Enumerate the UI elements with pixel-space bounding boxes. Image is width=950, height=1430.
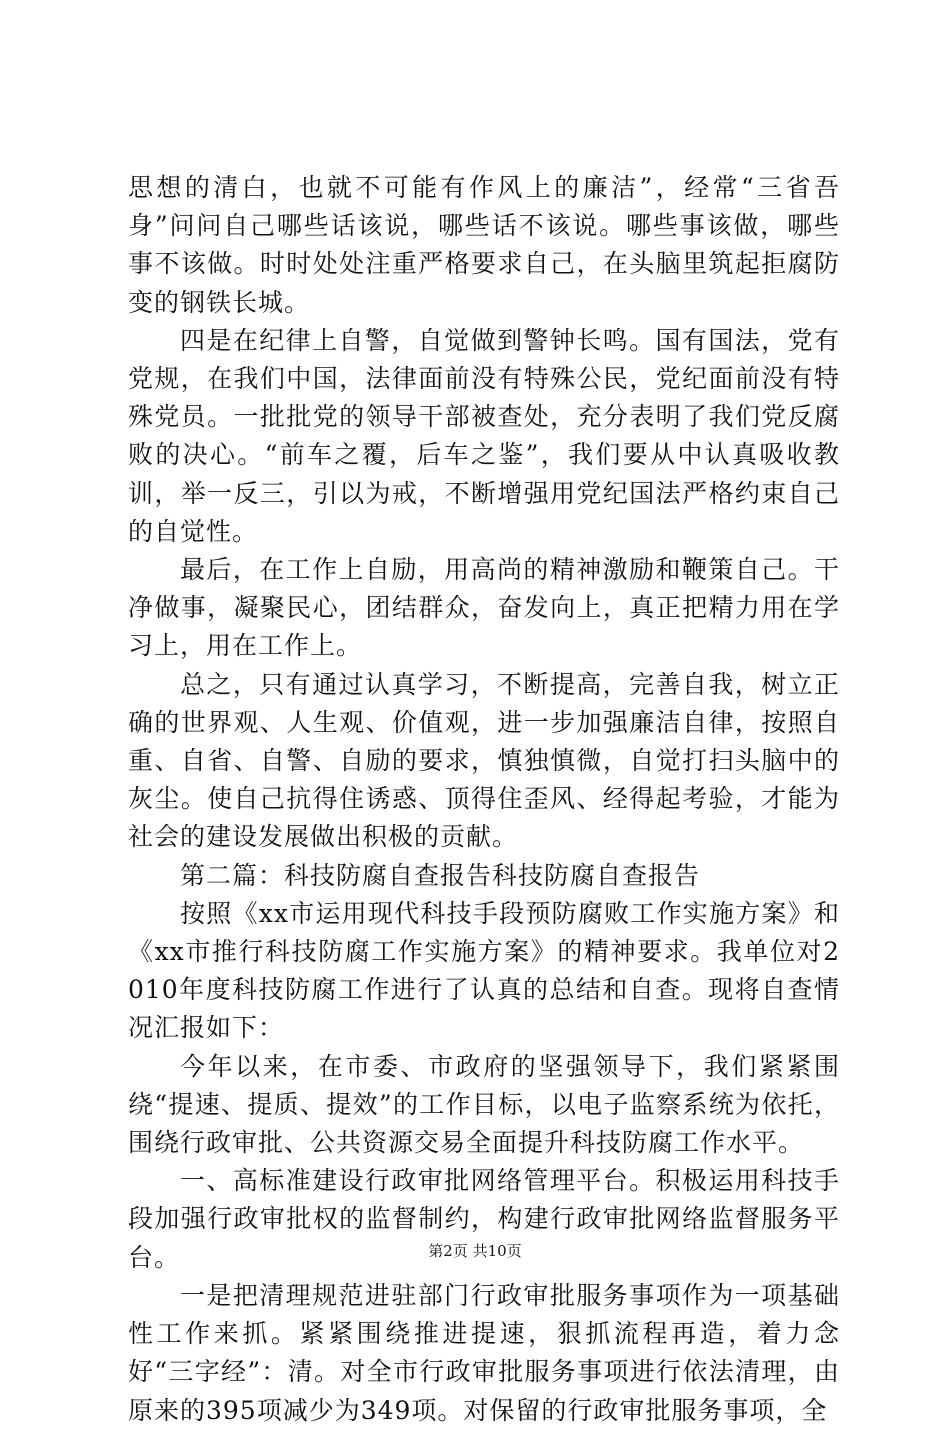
section-heading: 第二篇：科技防腐自查报告科技防腐自查报告 — [180, 860, 701, 890]
paragraph: 一、高标准建设行政审批网络管理平台。积极运用科技手段加强行政审批权的监督制约，构建行政审批网络监督服务平台。 — [128, 1166, 840, 1272]
paragraph: 一是把清理规范进驻部门行政审批服务事项作为一项基础性工作来抓。紧紧围绕推进提速，狠抓流程再造，着力念好“三字经”：清。对全市行政审批服务事项进行依法清理，由原来的395项减少为349项。对保留的行政审批服务事项，全 — [128, 1280, 840, 1425]
page-number: 第2页 共10页 — [428, 1242, 522, 1260]
page-footer — [0, 1241, 950, 1261]
paragraph: 按照《xx市运用现代科技手段预防腐败工作实施方案》和《xx市推行科技防腐工作实施方案》的精神要求。我单位对2010年度科技防腐工作进行了认真的总结和自查。现将自查情况汇报如下： — [128, 898, 840, 1043]
paragraph: 总之，只有通过认真学习，不断提高，完善自我，树立正确的世界观、人生观、价值观，进一步加强廉洁自律，按照自重、自省、自警、自励的要求，慎独慎微，自觉打扫头脑中的灰尘。使自己抗得住诱惑、顶得住歪风、经得起考验，才能为社会的建设发展做出积极的贡献。 — [128, 669, 840, 852]
paragraph: 思想的清白，也就不可能有作风上的廉洁”，经常“三省吾身”问问自己哪些话该说，哪些话不该说。哪些事该做，哪些事不该做。时时处处注重严格要求自己，在头脑里筑起拒腐防变的钢铁长城。 — [128, 173, 840, 317]
paragraph: 最后，在工作上自励，用高尚的精神激励和鞭策自己。干净做事，凝聚民心，团结群众，奋发向上，真正把精力用在学习上，用在工作上。 — [128, 555, 840, 661]
paragraph: 四是在纪律上自警，自觉做到警钟长鸣。国有国法，党有党规，在我们中国，法律面前没有特殊公民，党纪面前没有特殊党员。一批批党的领导干部被查处，充分表明了我们党反腐败的决心。“前车之覆，后车之鉴”，我们要从中认真吸收教训，举一反三，引以为戒，不断增强用党纪国法严格约束自己的自觉性。 — [128, 325, 840, 546]
paragraph: 今年以来，在市委、市政府的坚强领导下，我们紧紧围绕“提速、提质、提效”的工作目标，以电子监察系统为依托，围绕行政审批、公共资源交易全面提升科技防腐工作水平。 — [128, 1051, 840, 1158]
